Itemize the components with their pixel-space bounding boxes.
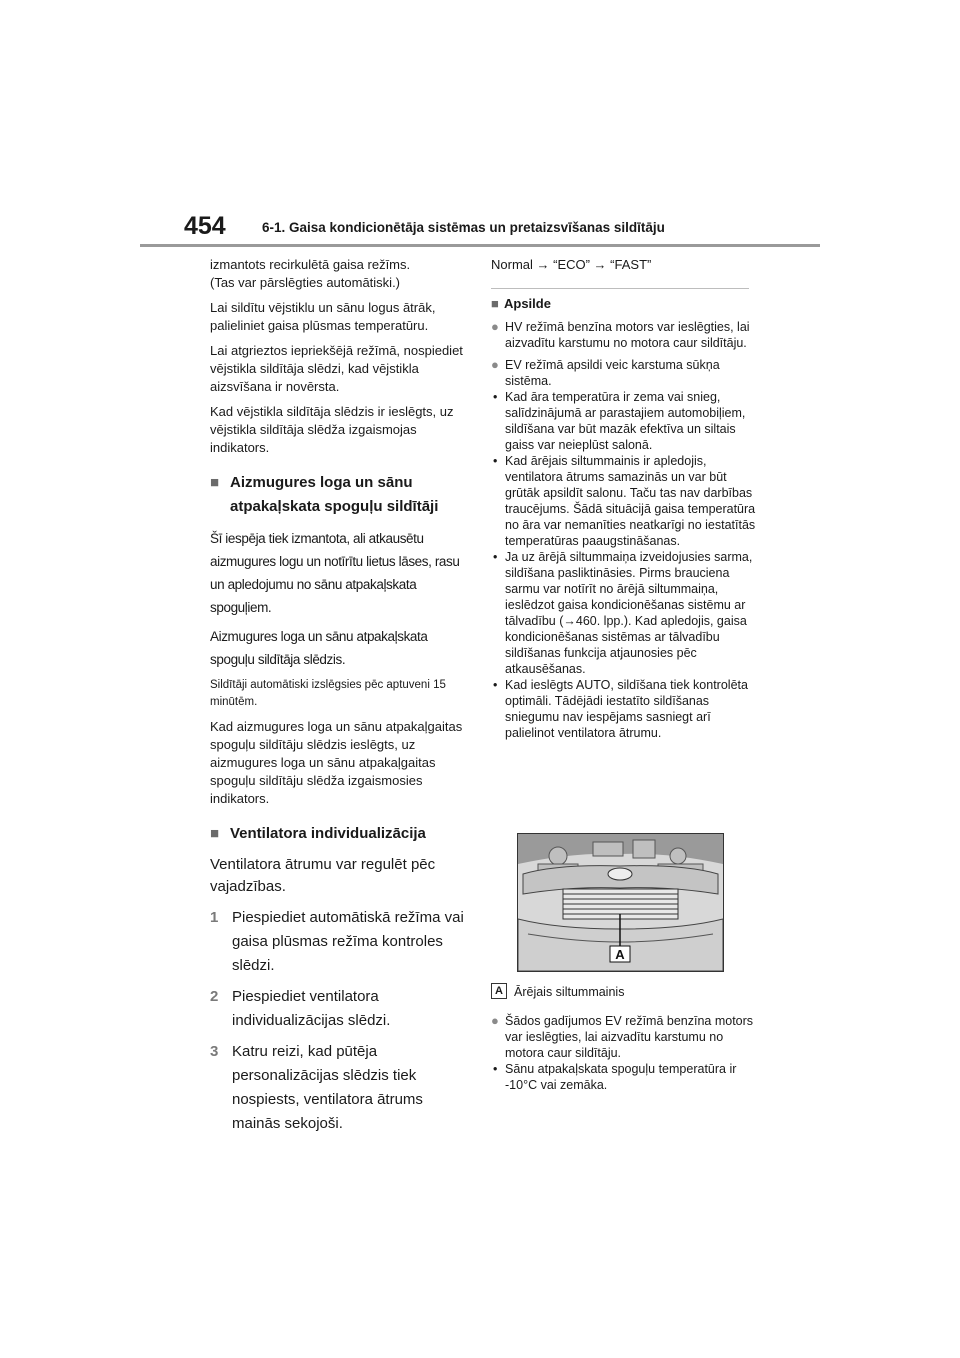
- bullet-text: EV režīmā apsildi veic karstuma sūkņa sistēma.: [505, 358, 720, 388]
- heading-text: Apsilde: [504, 296, 551, 311]
- step-2: [210, 985, 470, 1033]
- rear-heater-switch: Aizmugures loga un sānu atpakaļskata spoguļu sildītāja slēdzis.: [210, 629, 428, 667]
- step-number: 2: [210, 988, 219, 1005]
- ev-mode-sublist: [491, 389, 759, 741]
- circle-bullet-icon: ●: [491, 357, 499, 372]
- rear-heater-indicator: Kad aizmugures loga un sānu atpakaļgaitas spoguļu sildītāju slēdzis ieslēgts, uz aizmugures loga un sānu atpakaļgaitas spoguļu sildītāju slēdža izgaismosies indikators.: [210, 719, 463, 806]
- fan-description: Ventilatora ātrumu var regulēt pēc vajadzības.: [210, 856, 436, 895]
- left-column: [210, 256, 470, 1143]
- step-text: Piespiediet automātiskā režīma vai gaisa plūsmas režīma kontroles slēdzi.: [232, 909, 464, 974]
- section-divider: [491, 288, 749, 289]
- chapter-title: 6-1. Gaisa kondicionētāja sistēmas un pretaizsvīšanas sildītāju: [262, 220, 665, 235]
- square-bullet-icon: ■: [210, 825, 220, 842]
- step-number: 3: [210, 1043, 219, 1060]
- sub-item: [491, 1061, 759, 1093]
- step-text: Katru reizi, kad pūtēja personalizācijas slēdzis tiek nospiests, ventilatora ātrums mainās sekojoši.: [232, 1043, 423, 1132]
- legend-label-box: A: [491, 983, 507, 999]
- step-text: Piespiediet ventilatora individualizācijas slēdzi.: [232, 988, 391, 1029]
- dot-bullet-icon: •: [493, 550, 498, 564]
- sub-text: Kad ieslēgts AUTO, sildīšana tiek kontrolēta optimāli. Tādējādi iestatīto sildīšanas sniegumu nav iespējams sasniegt arī palielinot ventilatora ātrumu.: [505, 678, 748, 740]
- step-1: [210, 906, 470, 978]
- paragraph-return-mode: Lai atgrieztos iepriekšējā režīmā, nospiediet vējstikla sildītāja slēdzi, kad vējstikla aizsvīšana ir novērsta.: [210, 343, 463, 394]
- sub-item: [491, 549, 759, 677]
- square-bullet-icon: ■: [210, 474, 220, 491]
- sub-item: [491, 677, 759, 741]
- step-number: 1: [210, 909, 219, 926]
- paragraph-increase-temp: Lai sildītu vējstiklu un sānu logus ātrāk, palieliniet gaisa plūsmas temperatūru.: [210, 300, 436, 333]
- right-column: [491, 256, 759, 747]
- intro-paragraph: [210, 256, 470, 292]
- step-3: [210, 1040, 470, 1136]
- bullet-ev-engine-start: [491, 1013, 759, 1061]
- sub-text: Ja uz ārējā siltummaiņa izveidojusies sarma, sildīšana pasliktināsies. Pirms brauciena sarmu var notīrīt no ārējā siltummaiņa, ieslēdzot gaisa kondicionēšanas sistēmu ar tālvadību (→460. lpp.). Kad apledojis, gaisa kondicionēšanas sistēmas ar tālvadību sildīšanas funkcija atjaunosies pēc atkausēšanas.: [505, 550, 753, 676]
- bullet-text: HV režīmā benzīna motors var ieslēgties, lai aizvadītu karstumu no motora caur sildītāju.: [505, 320, 750, 350]
- heating-heading: [491, 295, 759, 313]
- header-rule: [140, 244, 820, 247]
- bullet-hv-mode: [491, 319, 759, 351]
- bullet-ev-mode: [491, 357, 759, 389]
- circle-bullet-icon: ●: [491, 319, 499, 334]
- sub-item: [491, 389, 759, 453]
- section-title: Ventilatora individualizācija: [230, 825, 426, 842]
- fan-speed-sequence: Normal → “ECO” → “FAST”: [491, 257, 652, 272]
- rear-heater-auto-off: Sildītāji automātiski izslēgsies pēc aptuveni 15 minūtēm.: [210, 679, 446, 708]
- ev-engine-note: [491, 1013, 759, 1093]
- sub-text: Sānu atpakaļskata spoguļu temperatūra ir -10°C vai zemāka.: [505, 1062, 737, 1092]
- dot-bullet-icon: •: [493, 454, 498, 468]
- sub-text: Kad āra temperatūra ir zema vai snieg, salīdzinājumā ar parastajiem automobiļiem, sildīšana var būt mazāk efektīva un siltais gaiss var neieplūst salonā.: [505, 390, 746, 452]
- circle-bullet-icon: ●: [491, 1013, 499, 1028]
- dot-bullet-icon: •: [493, 678, 498, 692]
- paragraph-indicator: Kad vējstikla sildītāja slēdzis ir ieslēgts, uz vējstikla sildītāja slēdža izgaismojas indikators.: [210, 404, 454, 455]
- dot-bullet-icon: •: [493, 1062, 498, 1076]
- sub-item: [491, 453, 759, 549]
- section-title: Aizmugures loga un sānu atpakaļskata spoguļu sildītāji: [230, 474, 439, 515]
- engine-bay-drawing: [518, 834, 723, 971]
- section-heading-fan-customization: [210, 822, 470, 846]
- page-number: 454: [184, 212, 226, 240]
- legend-text: Ārējais siltummainis: [514, 985, 625, 999]
- rear-heater-description: Šī iespēja tiek izmantota, ali atkausētu aizmugures logu un notīrītu lietus lāses, rasu un apledojumu no sānu atpakaļskata spoguļiem.: [210, 531, 460, 615]
- intro-line-1: izmantots recirkulētā gaisa režīms.: [210, 257, 411, 272]
- square-bullet-icon: ■: [491, 296, 499, 311]
- bullet-text: Šādos gadījumos EV režīmā benzīna motors var ieslēgties, lai aizvadītu karstumu no motora caur sildītāju.: [505, 1014, 754, 1060]
- engine-bay-illustration: [517, 833, 724, 972]
- dot-bullet-icon: •: [493, 390, 498, 404]
- section-heading-rear-mirror-heaters: [210, 471, 470, 519]
- figure-callout-label: A: [615, 947, 625, 962]
- sub-text: Kad ārējais siltummainis ir apledojis, ventilatora ātrums samazinās un var būt grūtāk apsildīt salonu. Taču tas nav darbības traucējums. Šādā situācijā gaisa temperatūra no āra var nemanīties neatkarīgi no iestatītās temperatūras paaugstināšanas.: [505, 454, 756, 548]
- intro-line-2: (Tas var pārslēgties automātiski.): [210, 275, 401, 290]
